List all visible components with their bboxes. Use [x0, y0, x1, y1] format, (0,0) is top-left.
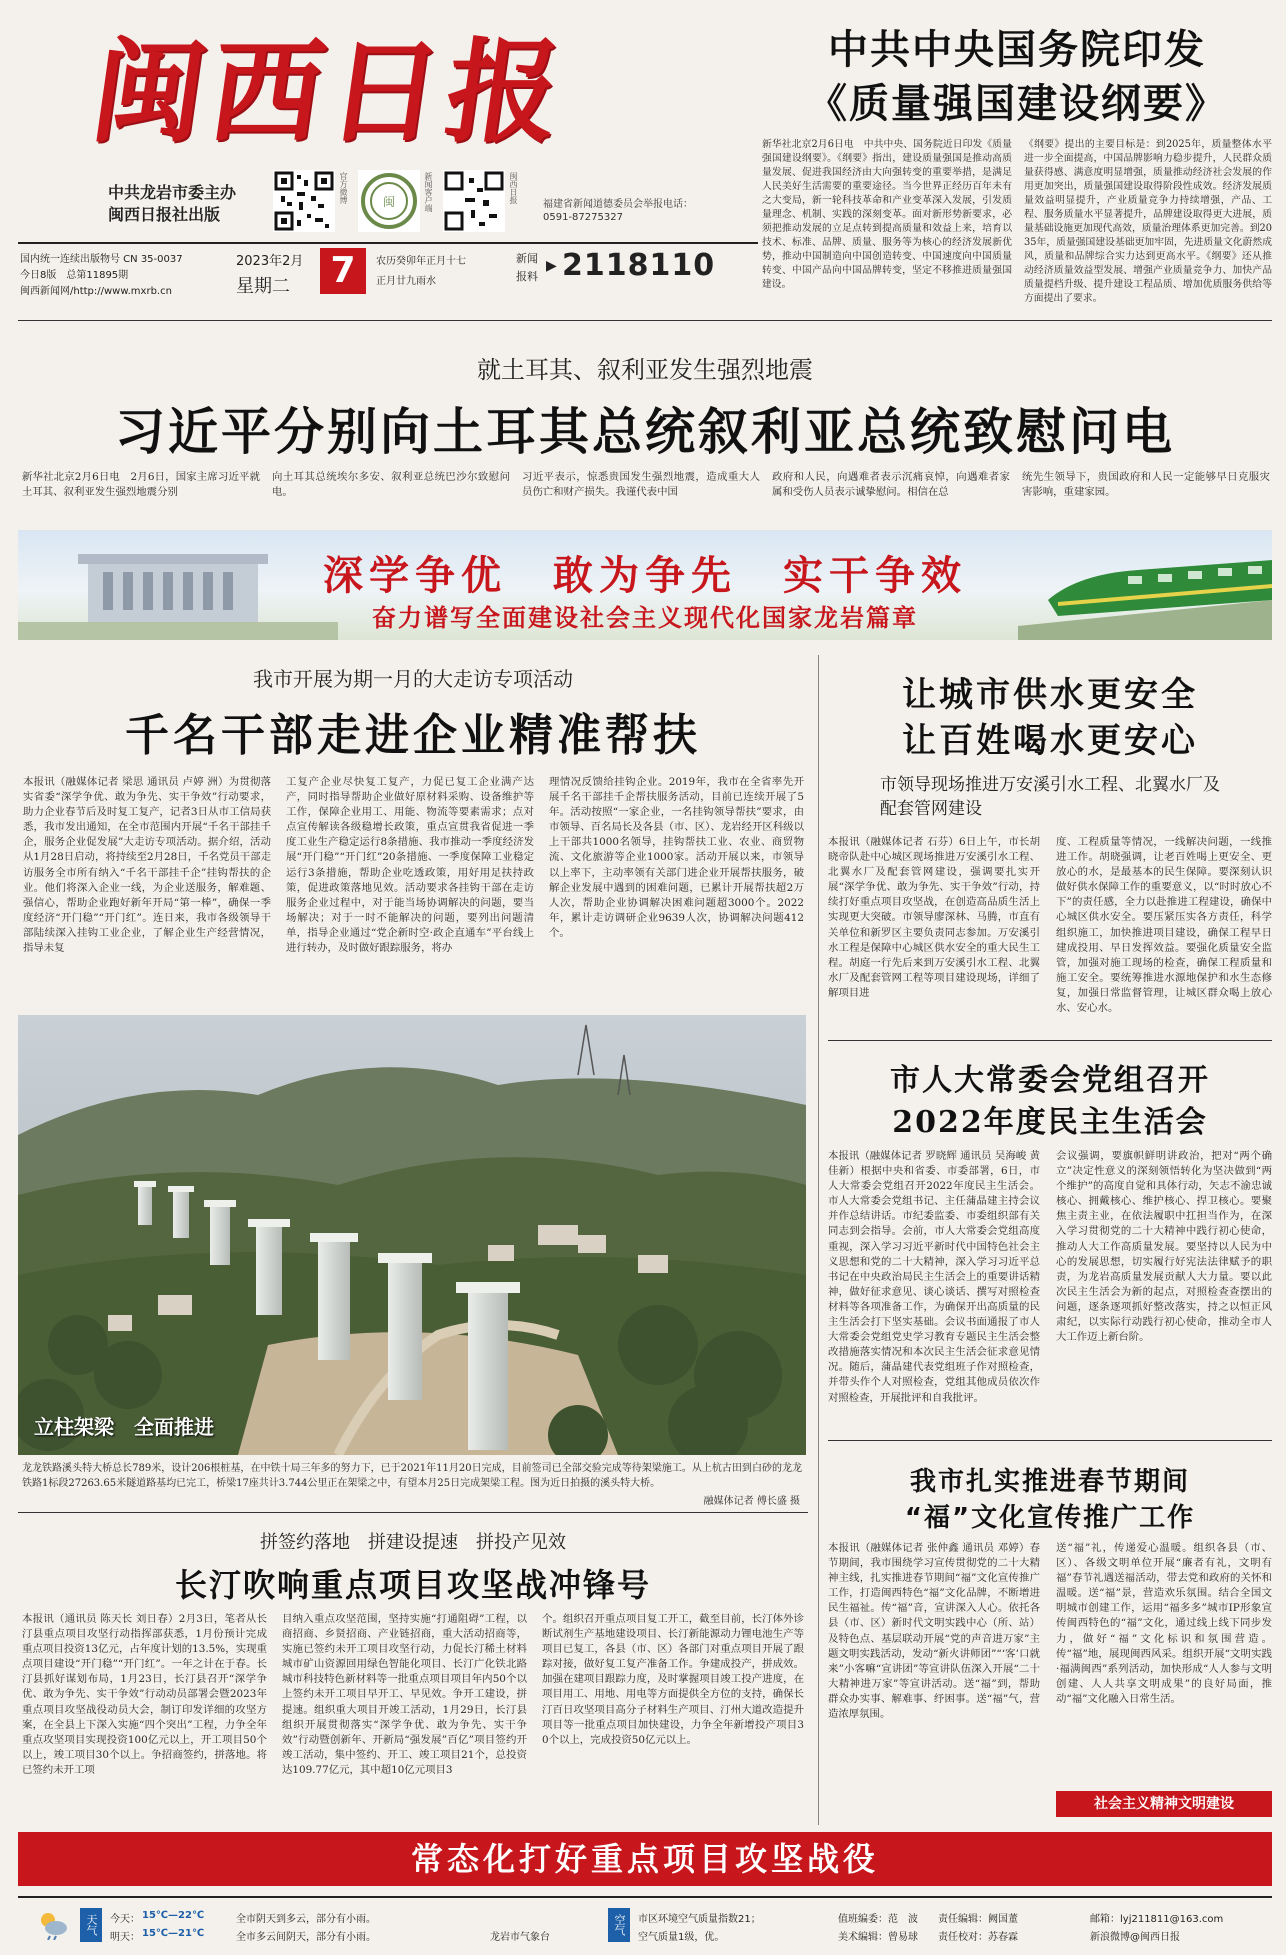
red-column-tag — [1056, 1791, 1272, 1817]
photo-caption: 龙龙铁路溪头特大桥总长789米，设计206根桩基，在中铁十局三年多的努力下，已于2021年11月20日完成，目前签司已全部交验完成等待架梁施工。从上杭古田到白砂的龙龙铁路1标段27263.65米隧道路基均已完工，桥梁17座共计3.744公里正在架梁之中，有望本月25日完成架梁工程。图为近日拍摄的溪头特大桥。 — [22, 1463, 802, 1489]
air-quality-1: 市区环境空气质量指数21； — [638, 1914, 761, 1925]
quake-headline: 习近平分别向土耳其总统叙利亚总统致慰问电 — [115, 403, 1175, 461]
fu-headline-1: 我市扎实推进春节期间 — [909, 1467, 1190, 1497]
npc-headline-1: 市人大常委会党组召开 — [890, 1063, 1210, 1098]
weather-icon — [36, 1908, 68, 1940]
bottom-banner-text: 常态化打好重点项目攻坚战役 — [410, 1840, 879, 1878]
issn-line: 国内统一连续出版物号 CN 35-0037 — [20, 254, 183, 265]
rule-quake-top — [18, 320, 1272, 321]
fu-col2: 送“福”礼，传递爱心温暖。组织各县（市、区）、各级文明单位开展“廉者有礼，文明有福”春节礼遇送福活动，带去党和政府的关怀和温暖。送“福”景，营造欢乐氛围。结合全国文明城市创建工作，运用“福多多”城市IP形象宣传闽西特色的“福”文化，通过线上线下同步发力，做好“福”文化标识和氛围营造。传“福”地，展现闽西风采。组织开展“文明实践·福满闽西”系列活动，加快形成“人人参与文明创建、人人共享文明成果”的良好局面，推动“福”文化融入日常生活。 — [1056, 1542, 1272, 1705]
top-story — [762, 10, 1272, 315]
npc-headline-2: 2022年度民主生活会 — [892, 1105, 1208, 1140]
hotline-number[interactable]: 2118110 — [562, 248, 716, 283]
cadres-col3: 理情况反馈给挂钩企业。2019年，我市在全省率先开展千名干部挂千企帮扶服务活动，目前已连续开展了5年。活动按照“一家企业，一名挂钩领导帮扶”要求，由市领导、百名局长及各县（市、区）、龙岩经开区科级以上干部共1000名领导，挂钩帮扶工业、农业、商贸物流、文化旅游等企业1000家。活动开展以来，市领导以上率下，主动率领有关部门进企业开展帮扶服务，破解企业发展中遇到的困难问题，已累计开展帮扶超2万人次，帮助企业协调解决困难问题超3000个。2022年，累计走访调研企业9639人次，协调解决问题412个。 — [549, 776, 804, 939]
svg-text:闽: 闽 — [382, 195, 396, 209]
ethics-phone: 0591-87275327 — [543, 212, 623, 223]
today-temp: 15℃—22℃ — [142, 1910, 205, 1921]
cadres-kicker: 我市开展为期一月的大走访专项活动 — [253, 667, 573, 691]
top-story-col2: 《纲要》提出的主要目标是：到2025年，质量整体水平进一步全面提高，中国品牌影响力稳步提升，人民群众质量获得感、满意度明显增强，质量推动经济社会发展的作用更加突出，质量强国建设取得阶段性成效。经济发展质量效益明显提升，产业质量竞争力持续增强，产品、工程、服务质量水平显著提升，品牌建设取得更大进展，质量基础设施更加现代高效，质量治理体系更加完善。到2035年，质量强国建设基础更加牢固，先进质量文化蔚然成风，质量和品牌综合实力达到更高水平。《纲要》还从推动经济质量效益型发展、增强产业质量竞争力、加快产品质量提档升级、提升建设工程品质、增加优质服务供给等方面提出了要求。 — [1024, 139, 1272, 304]
top-story-col1: 新华社北京2月6日电 中共中央、国务院近日印发《质量强国建设纲要》。《纲要》指出，建设质量强国是推动高质量发展、促进我国经济由大向强转变的重要举措，是满足人民美好生活需要的重要途径。当今世界正经历百年未有之大变局，新一轮科技革命和产业变革深入发展，引发质量理念、机制、实践的深刻变革。面对新形势新要求，必须把推动发展的立足点转到提高质量和效益上来，培育以技术、标准、品牌、质量、服务等为核心的经济发展新优势，推动中国制造向中国创造转变、中国速度向中国质量转变、中国产品向中国品牌转变，坚定不移推进质量强国建设。 — [762, 139, 1012, 290]
water-story — [828, 655, 1272, 1040]
cadres-col1: 本报讯（融媒体记者 梁思 通讯员 卢婷 洲）为贯彻落实省委“深学争优、敢为争先、实干争效”行动要求，助力企业春节后及时复工复产，记者3日从市工信局获悉，我市发出通知，在全市范围内开展“千名干部挂千企，服务企业促发展”大走访专项活动。据介绍，活动从1月28日启动，将持续至2月28日，千名党员干部走访服务全市所有纳入“千名干部挂千企”挂钩帮扶的企业。他们将深入企业一线，为企业送服务，解难题、强信心，帮助企业跑好新年开局“第一棒”，确保一季度经济“开门稳”“开门红”。连日来，我市各级领导干部陆续深入挂钩工业企业，了解企业生产经营情况，指导未复 — [23, 776, 271, 955]
quake-col1: 新华社北京2月6日电 2月6日，国家主席习近平就土耳其、叙利亚发生强烈地震分别 — [22, 471, 260, 499]
footer-rule — [18, 1896, 1272, 1898]
rule-changting-top — [18, 1512, 808, 1513]
cadres-story — [18, 655, 808, 1005]
changting-kicker: 拼签约落地 拼建设提速 拼投产见效 — [260, 1532, 566, 1553]
qr-caption-weibo: 官方微博 — [339, 172, 348, 204]
tomorrow-temp: 15℃—21℃ — [142, 1928, 205, 1939]
publisher-line1: 中共龙岩市委主办 — [108, 183, 237, 202]
today-desc: 全市阴天到多云，部分有小雨。 — [236, 1914, 376, 1925]
quake-col3: 习近平表示，惊悉贵国发生强烈地震，造成重大人员伤亡和财产损失。我谨代表中国 — [522, 471, 760, 499]
water-col1: 本报讯（融媒体记者 石芬）6日上午，市长胡晓帝队赴中心城区现场推进万安溪引水工程、北翼水厂及配套管网建设，强调要扎实开展“深学争优、敢为争先、实干争效”行动，持续打好重点项目攻坚战，在创造高品质生活上实现更大突破。市领导廖深林、马腾，市直有关单位和新罗区主要负责同志参加。万安溪引水工程是保障中心城区供水安全的重大民生工程。胡庭一行先后来到万安溪引水工程、北翼水厂及配套管网工程等项目建设现场，详细了解项目进 — [828, 836, 1040, 999]
weekday-text: 星期二 — [236, 276, 290, 297]
red-column-tag-label: 社会主义精神文明建设 — [1094, 1796, 1234, 1812]
weather-label: 天气 — [80, 1908, 102, 1942]
footer — [18, 1900, 1272, 1950]
newspaper-logo: 闽西日报 — [83, 27, 575, 158]
quake-kicker: 就土耳其、叙利亚发生强烈地震 — [477, 356, 813, 384]
contact-weibo[interactable]: 新浪微博@闽西日报 — [1090, 1932, 1180, 1943]
quake-col2: 向土耳其总统埃尔多安、叙利亚总统巴沙尔致慰问电。 — [272, 471, 510, 499]
changting-col2: 目纳入重点攻坚范围，坚持实施“打通阻碍”工程，以商招商、乡贤招商、产业链招商，重大活动招商等，实施已签约未开工项目攻坚行动，力促长汀稀土材料城市矿山资源回用绿色智能化项目、长汀广化铁北路城市科技特色新材料等一批重点项目项目年内50个以上签约未开工项目早开工、早见效。争开工建设，拼提速。组织重大项目开竣工活动，1月29日，长汀县组织开展贯彻落实“深学争优、敢为争先、实干争效”行动暨创新年、开新局“强发展”百亿”项目签约开竣工活动，集中签约、开工、竣工项目21个，总投资达109.77亿元，其中超10亿元项目3 — [282, 1613, 527, 1776]
npc-story — [828, 1045, 1272, 1435]
ethics-note: 福建省新闻道德委员会举报电话： — [543, 199, 693, 210]
changting-headline: 长汀吹响重点项目攻坚战冲锋号 — [174, 1566, 651, 1604]
hotline-label2: 报料 — [516, 270, 538, 283]
publisher-line2: 闽西日报社出版 — [108, 205, 221, 224]
npc-col1: 本报讯（融媒体记者 罗晓辉 通讯员 吴海峻 黄佳新）根据中央和省委、市委部署，6日，市人大常委会党组召开2022年度民主生活会。市人大常委会党组书记、主任蒲晶建主持会议并作总结讲话。市纪委监委、市委组织部有关同志到会指导。会前，市人大常委会党组高度重视，深入学习习近平新时代中国特色社会主义思想和党的二十大精神，深入学习习近平总书记在中央政治局民主生活会上的重要讲话精神，做好征求意见、谈心谈话、撰写对照检查材料等各项准备工作，为确保开出高质量的民主生活会打下坚实基础。会议书面通报了市人大常委会党组党史学习教育专题民主生活会整改措施落实情况和本次民主生活会征求意见情况。随后，蒲晶建代表党组班子作对照检查，并带头作个人对照检查，党组其他成员依次作对照检查，开展批评和自我批评。 — [828, 1150, 1040, 1404]
day-number: 7 — [330, 250, 356, 291]
changting-col1: 本报讯（通讯员 陈天长 刘日春）2月3日，笔者从长汀县重点项目攻坚行动指挥部获悉，1月份预计完成重点项目投资13亿元，占年度计划的13.5%，实现重点项目建设“开门稳”“开门红”。一年之计在于春。长汀县抓好谋划布局，1月23日，长汀县召开“深学争优、敢为争先、实干争效”行动动员部署会暨2023年重点项目攻坚战役动员大会，制订印发详细的攻坚方案，在全县上下深入实施“四个突出”工程，力争全年重点攻坚项目实现投资100亿元以上，开工项目50个以上，竣工项目30个以上。争招商签约，拼落地。将已签约未开工项 — [22, 1613, 267, 1776]
banner-line1: 深学争优 敢为争先 实干争效 — [323, 553, 967, 599]
slogan-banner — [18, 530, 1272, 640]
top-headline-2: 《质量强国建设纲要》 — [807, 81, 1227, 127]
air-label: 空气 — [608, 1908, 630, 1942]
photo-credit: 融媒体记者 傅长盛 摄 — [640, 1492, 800, 1507]
lunar-line2: 正月廿九雨水 — [376, 276, 436, 287]
water-headline-1: 让城市供水更安全 — [902, 675, 1198, 715]
water-col2: 度、工程质量等情况，一线解决问题，一线推进工作。胡晓强调，让老百姓喝上更安全、更放心的水，是最基本的民生保障。要深刻认识做好供水保障工作的重要意义，以“时时放心不下”的责任感，全力以赴推进工程建设，确保中心城区供水安全。要压紧压实各方责任，科学组织施工，加快推进项目建设，确保工程早日建成投用、早日发挥效益。要强化质量安全监管，加强对施工现场的检查，确保工程质量和施工安全。要统筹推进水源地保护和水生态修复，加强日常监督管理，让城区群众喝上放心水、安心水。 — [1056, 836, 1272, 1015]
staff-line-1: 值班编委：范 波 责任编辑：阙国董 — [838, 1914, 1018, 1925]
bridge-photo[interactable] — [18, 1015, 806, 1455]
top-headline-1: 中共中央国务院印发 — [828, 27, 1206, 73]
hotline-label1: 新闻 — [516, 252, 538, 265]
water-headline-2: 让百姓喝水更安心 — [902, 721, 1198, 761]
pages-line: 今日8版 总第11895期 — [20, 270, 129, 281]
qr-code-weibo[interactable] — [273, 170, 335, 232]
lunar-line1: 农历癸卯年正月十七 — [376, 256, 466, 267]
bridge-photo-image — [18, 1015, 806, 1455]
right-column-divider — [818, 655, 819, 1825]
qr-code-paper[interactable] — [443, 170, 505, 232]
fu-col1: 本报讯（融媒体记者 张仲鑫 通讯员 邓婷）春节期间，我市围绕学习宣传贯彻党的二十大精神主线，扎实推进春节期间“福”文化宣传推广工作，打造闽西特色“福”文化品牌，不断增进民生福祉。传“福”音，宣讲深入人心。依托各县（市、区）新时代文明实践中心（所、站）及特色点、基层联动开展“党的声音进万家”主题文明实践活动，发动“新火讲师团”“‘客’口就来”小客嘛“宣讲团”等宣讲队伍深入开展“二十大精神进万家”等宣讲活动。送“福”到，帮助群众办实事、解难事、纾困事。送“福”气，营造浓厚氛围。 — [828, 1542, 1040, 1721]
cadres-headline: 千名干部走进企业精准帮扶 — [125, 710, 701, 761]
masthead-divider — [18, 242, 758, 244]
npc-col2: 会议强调，要旗帜鲜明讲政治，把对“两个确立”决定性意义的深刻领悟转化为坚决做到“两个维护”的高度自觉和具体行动，矢志不渝忠诚核心、拥戴核心、维护核心、捍卫核心。要聚焦主责主业，在依法履职中扛担当作为，在深入学习贯彻党的二十大精神中践行初心使命，推动人大工作高质量发展。要坚持以人民为中心的发展思想，切实履行好宪法法律赋予的职责，为龙岩高质量发展贡献人大力量。要以此次民主生活会为新的起点，对照检查查摆出的问题，逐条逐项抓好整改落实，持之以恒正风肃纪，以实际行动践行初心使命，推动全市人大工作迈上新台阶。 — [1056, 1150, 1272, 1344]
today-label: 今天： — [110, 1914, 140, 1925]
cadres-col2: 工复产企业尽快复工复产，力促已复工企业满产达产，同时指导帮助企业做好原材料采购、设备维护等工作，保障企业用工、用能、物流等要素需求；点对点宣传解读各级稳增长政策，重点宣贯我省促进一季度工业生产稳定运行8条措施、我市推动一季度经济发展“开门稳”“开门红”20条措施、一季度保障工业稳定运行3条措施，帮助企业吃透政策，用好用足扶持政策，促进政策落地见效。活动要求各挂钩干部在走访服务企业过程中，对于能当场协调解决的问题，要当场解决；对于一时不能解决的问题，要列出问题清单，指导企业通过“党企新时空·政企直通车”平台线上进行转办，及时做好跟踪服务，将办 — [286, 776, 534, 955]
banner-line2: 奋力谱写全面建设社会主义现代化国家龙岩篇章 — [372, 604, 918, 632]
contact-email[interactable]: 邮箱：lyj211811@163.com — [1090, 1914, 1224, 1925]
qr-code-app[interactable] — [358, 170, 420, 232]
date-text: 2023年2月 — [236, 254, 304, 269]
changting-col3: 个。组织召开重点项目复工开工，截至目前，长汀体外诊断试剂生产基地建设项目、长汀新能源动力锂电池生产等项目已复工，各县（市、区）各部门对重点项目开展了跟踪对接，做好复工复产准备工作。争建成投产，拼成效。加强在建项目跟踪力度，及时掌握项目竣工投产进度，在项目用工、用地、用电等方面提供全方位的支持，确保长汀百日攻坚项目高分子材料生产项目、汀州大道改造提升项目等一批重点项目加快建设，力争全年新增投产项目30个以上，完成投资50亿元以上。 — [542, 1613, 804, 1746]
tomorrow-desc: 全市多云间阴天，部分有小雨。 — [236, 1932, 376, 1943]
tomorrow-label: 明天： — [110, 1932, 140, 1943]
qr-caption-paper: 闽西日报 — [509, 172, 518, 204]
fu-story — [828, 1445, 1272, 1825]
rule-fu-top — [828, 1440, 1272, 1441]
day-box — [320, 248, 366, 294]
photo-overlay-text: 立柱架梁 全面推进 — [34, 1415, 214, 1439]
bottom-banner — [18, 1832, 1272, 1886]
staff-line-2: 美术编辑：曾易球 责任校对：苏春霖 — [838, 1932, 1018, 1943]
fu-headline-2: “福”文化宣传推广工作 — [904, 1503, 1196, 1533]
website-line[interactable]: 闽西新闻网/http://www.mxrb.cn — [20, 286, 172, 297]
air-quality-2: 空气质量1级，优。 — [638, 1932, 725, 1943]
quake-col4: 政府和人民，向遇难者表示沉痛哀悼，向遇难者家属和受伤人员表示诚挚慰问。相信在总 — [772, 471, 1010, 499]
quake-col5: 统先生领导下，贵国政府和人民一定能够早日克服灾害影响，重建家园。 — [1022, 471, 1270, 499]
water-kicker: 市领导现场推进万安溪引水工程、北翼水厂及配套管网建设 — [880, 775, 1220, 819]
rule-npc-top — [828, 1040, 1272, 1041]
qr-caption-app: 新闻客户端 — [424, 172, 433, 212]
masthead — [18, 10, 758, 315]
weather-station: 龙岩市气象台 — [490, 1932, 550, 1943]
phone-icon: ▶ — [546, 258, 557, 274]
